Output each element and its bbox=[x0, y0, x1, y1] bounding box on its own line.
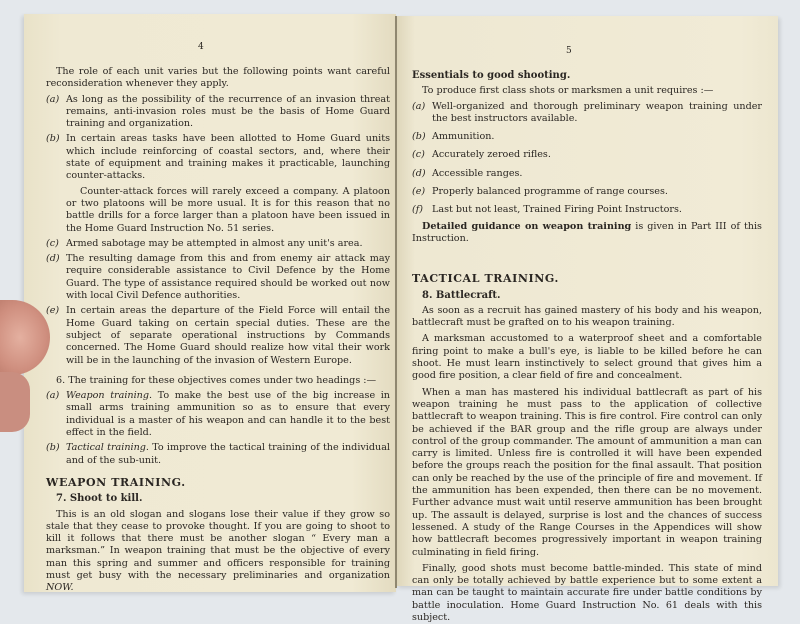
body-paragraph: This is an old slogan and slogans lose their value if they grow so stale that they cease to provoke thought. If you are going to shoot to kill it follows that there must be another slogan “ Every man a marksman.” In weapon training that must be the objective of every man this spring and summer and officers responsible for training must get busy with the necessary preliminaries and organization NOW. bbox=[46, 508, 390, 594]
list-item: (e) In certain areas the departure of the Field Force will entail the Home Guard taking on certain special duties. These are the subject of separate operational instructions by Commands concerned. The Home Guard should realize how vital their work will be in the launching of the invasion of Western Europe. bbox=[46, 305, 390, 366]
section-heading: WEAPON TRAINING. bbox=[46, 475, 186, 489]
intro-paragraph: The role of each unit varies but the following points want careful reconsideration whenever they apply. bbox=[46, 66, 390, 90]
list-item: (a) Weapon training. To make the best use of the big increase in small arms training ammunition so as to ensure that every individual is a master of his weapon and can handle it to the best effect in the field. bbox=[46, 390, 390, 439]
guidance-paragraph: Detailed guidance on weapon training is given in Part III of this Instruction. bbox=[412, 220, 762, 244]
paragraph-6: 6. The training for these objectives comes under two headings :— bbox=[56, 374, 377, 386]
body-paragraph: Finally, good shots must become battle-minded. This state of mind can only be totally achieved by battle experience but to some extent a man can be taught to maintain accurate fire under battle conditions by battle inoculation. Home Guard Instruction No. 61 deals with this subject. bbox=[412, 562, 762, 623]
right-page-text bbox=[412, 68, 762, 624]
list-item: (d) Accessible ranges. bbox=[412, 167, 523, 179]
list-item: (f) Last but not least, Trained Firing Point Instructors. bbox=[412, 204, 682, 216]
intro-paragraph: To produce first class shots or marksmen a unit requires :— bbox=[422, 85, 714, 97]
left-page bbox=[24, 14, 396, 592]
sub-heading: 7. Shoot to kill. bbox=[56, 493, 143, 505]
list-item: (b) Tactical training. To improve the tactical training of the individual and of the sub-unit. bbox=[46, 442, 390, 466]
list-item: (e) Properly balanced programme of range courses. bbox=[412, 186, 668, 198]
body-paragraph: As soon as a recruit has gained mastery of his body and his weapon, battlecraft must be grafted on to his weapon training. bbox=[412, 304, 762, 329]
right-page bbox=[396, 16, 778, 623]
page-number: 5 bbox=[566, 46, 572, 56]
list-item: (a) As long as the possibility of the recurrence of an invasion threat remains, anti-invasion roles must be the basis of Home Guard training and organization. bbox=[46, 93, 390, 130]
page-number: 4 bbox=[198, 42, 204, 52]
sub-heading: 8. Battlecraft. bbox=[422, 289, 501, 301]
book-gutter bbox=[395, 16, 397, 588]
heading: Essentials to good shooting. bbox=[412, 70, 571, 81]
list-item: (a) Well-organized and thorough preliminary weapon training under the best instructors available. bbox=[412, 100, 762, 124]
body-paragraph: When a man has mastered his individual battlecraft as part of his weapon training he must pass to the application of collective battlecraft to weapon training. This is fire control. Fire control can only be achieved if the BAR group and the rifle group are always under control of the group commander. The amount of ammunition a man can carry is limited. Unless fire is controlled it will have been expended before the groups reach the position for the final assault. That position can only be reached by the use of the principle of fire and movement. If the ammunition has been expended, then there can be no movement. Further advance must wait until reserve ammunition has been brought up. The assault is delayed, surprise is lost and the chances of success lessened. A study of the Range Courses in the Appendices will show how battlecraft becomes progressively important in weapon training culminating in field firing. bbox=[412, 386, 762, 558]
list-item: (b) Ammunition. bbox=[412, 131, 495, 143]
holding-finger bbox=[0, 372, 30, 432]
body-paragraph: A marksman accustomed to a waterproof sheet and a comfortable firing point to make a bull's eye, is liable to be killed before he can shoot. He must learn instinctively to select ground that gives him a good fire position, a clear field of fire and concealment. bbox=[412, 333, 762, 382]
list-item-continuation: Counter-attack forces will rarely exceed a company. A platoon or two platoons will be more usual. It is for this reason that no battle drills for a force larger than a platoon have been issued in the Home Guard Instruction No. 51 series. bbox=[66, 185, 390, 234]
list-item: (c) Accurately zeroed rifles. bbox=[412, 149, 551, 161]
list-item: (c) Armed sabotage may be attempted in almost any unit's area. bbox=[46, 237, 363, 249]
list-item: (b) In certain areas tasks have been allotted to Home Guard units which include reinforcing of coastal sectors, and, where their state of equipment and training makes it practicable, launching counter-attacks. bbox=[46, 133, 390, 182]
section-heading: TACTICAL TRAINING. bbox=[412, 272, 559, 286]
left-page-text bbox=[46, 66, 390, 595]
list-item: (d) The resulting damage from this and from enemy air attack may require considerable assistance to Civil Defence by the Home Guard. The type of assistance required should be worked out now with local Civil Defence authorities. bbox=[46, 253, 390, 302]
